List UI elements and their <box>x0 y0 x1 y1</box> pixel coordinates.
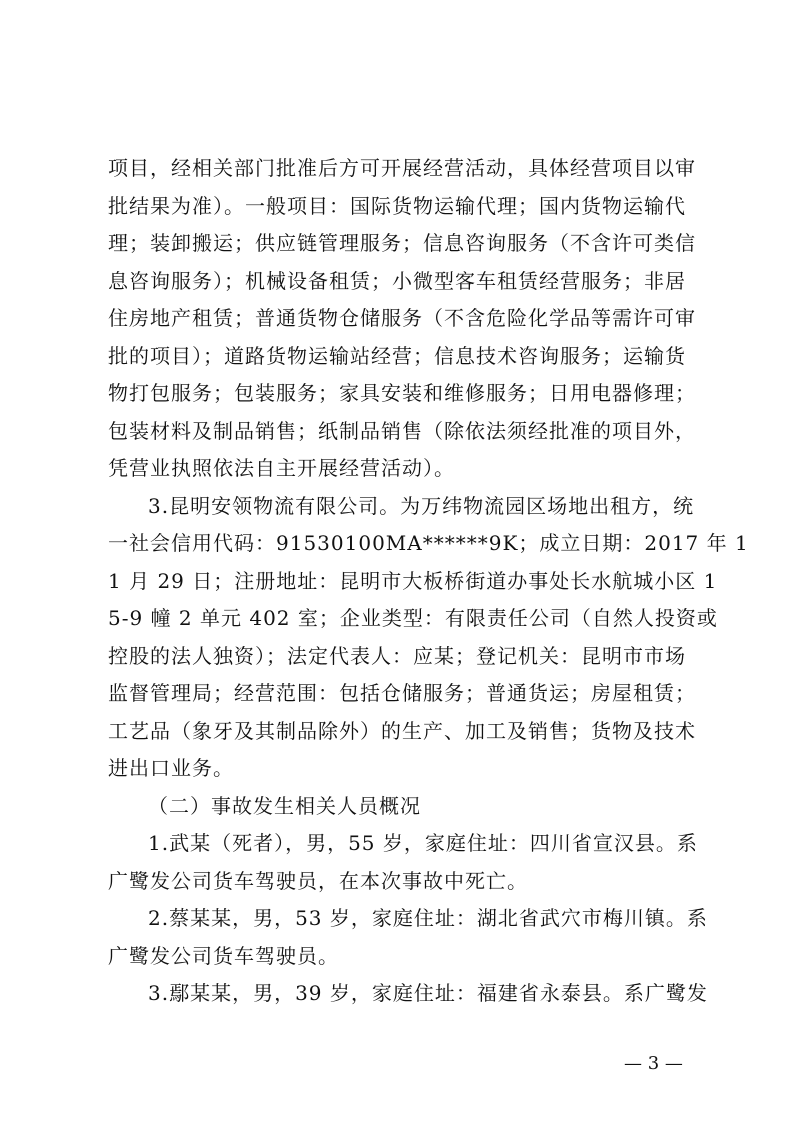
body-text-line: 息咨询服务）；机械设备租赁；小微型客车租赁经营服务；非居 <box>108 269 686 293</box>
body-text-line: 物打包服务；包装服务；家具安装和维修服务；日用电器修理； <box>108 381 696 405</box>
paragraph-start-line: 3.昆明安领物流有限公司。为万纬物流园区场地出租方，统 <box>148 494 695 518</box>
body-text-line: 5-9 幢 2 单元 402 室；企业类型：有限责任公司（自然人投资或 <box>108 606 718 630</box>
body-text-line: 控股的法人独资）；法定代表人：应某；登记机关：昆明市市场 <box>108 644 686 668</box>
paragraph-start-line: 3.鄢某某，男，39 岁，家庭住址：福建省永泰县。系广鹭发 <box>148 981 708 1005</box>
body-text-line: 凭营业执照依法自主开展经营活动）。 <box>108 456 455 480</box>
section-heading: （二）事故发生相关人员概况 <box>148 794 421 818</box>
body-text-line: 项目，经相关部门批准后方可开展经营活动，具体经营项目以审 <box>108 156 696 180</box>
body-text-line: 进出口业务。 <box>108 756 234 780</box>
body-text-line: 批结果为准）。一般项目：国际货物运输代理；国内货物运输代 <box>108 194 686 218</box>
paragraph-start-line: 1.武某（死者），男，55 岁，家庭住址：四川省宣汉县。系 <box>148 831 698 855</box>
body-text-line: 广鹭发公司货车驾驶员。 <box>108 944 339 968</box>
page-number: — 3 — <box>624 1053 683 1074</box>
body-text-line: 批的项目）；道路货物运输站经营；信息技术咨询服务；运输货 <box>108 344 686 368</box>
body-text-line: 广鹭发公司货车驾驶员，在本次事故中死亡。 <box>108 869 528 893</box>
paragraph-start-line: 2.蔡某某，男，53 岁，家庭住址：湖北省武穴市梅川镇。系 <box>148 906 708 930</box>
body-text-line: 理；装卸搬运；供应链管理服务；信息咨询服务（不含许可类信 <box>108 231 696 255</box>
body-text-line: 工艺品（象牙及其制品除外）的生产、加工及销售；货物及技术 <box>108 719 696 743</box>
body-text-line: 1 月 29 日；注册地址：昆明市大板桥街道办事处长水航城小区 1 <box>108 569 718 593</box>
body-text-line: 住房地产租赁；普通货物仓储服务（不含危险化学品等需许可审 <box>108 306 696 330</box>
body-text-line: 监督管理局；经营范围：包括仓储服务；普通货运；房屋租赁； <box>108 681 696 705</box>
body-text-line: 一社会信用代码：91530100MA******9K；成立日期：2017 年 1 <box>108 531 749 555</box>
body-text-line: 包装材料及制品销售；纸制品销售（除依法须经批准的项目外， <box>108 419 696 443</box>
